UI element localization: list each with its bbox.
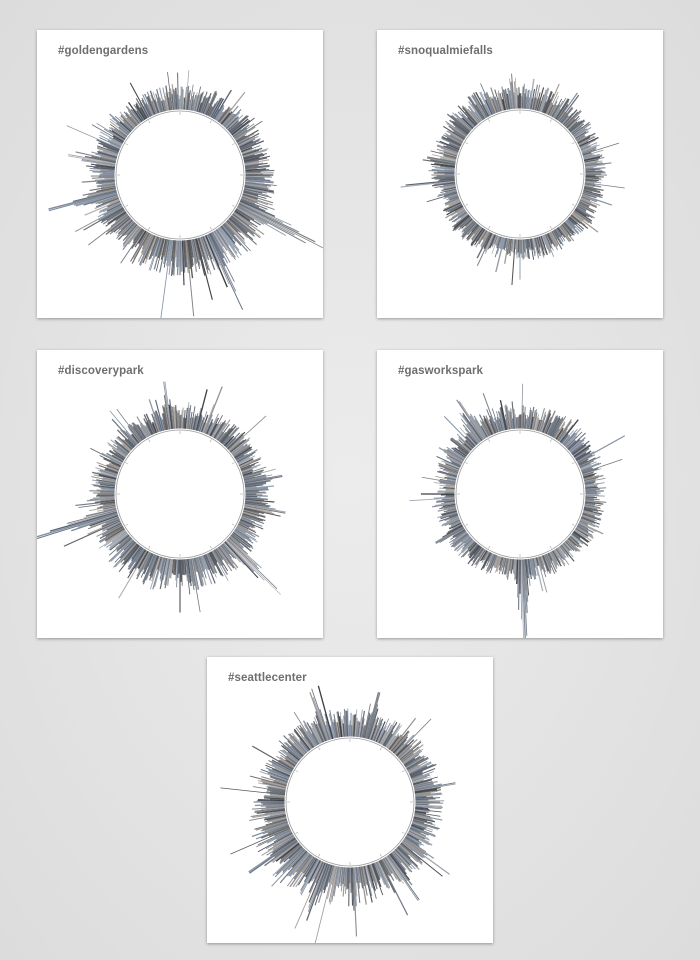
chart-card-discoverypark	[37, 350, 323, 638]
chart-card-snoqualmiefalls	[377, 30, 663, 318]
inner-circle	[456, 430, 584, 558]
radial-bar	[585, 498, 594, 499]
chart-card-gasworkspark	[377, 350, 663, 638]
radial-chart-seattlecenter	[207, 657, 493, 943]
inner-circle	[286, 738, 414, 866]
radial-chart-discoverypark	[37, 350, 323, 638]
chart-title: #discoverypark	[58, 365, 144, 377]
radial-bar	[585, 489, 599, 490]
chart-title: #gasworkspark	[398, 365, 484, 377]
radial-bar	[245, 173, 273, 174]
radial-chart-snoqualmiefalls	[377, 30, 663, 318]
chart-title: #seattlecenter	[228, 672, 307, 684]
chart-title: #snoqualmiefalls	[398, 45, 493, 57]
radial-bar	[182, 559, 183, 574]
chart-card-goldengardens	[37, 30, 323, 318]
radial-chart-gasworkspark	[377, 350, 663, 638]
radial-chart-goldengardens	[37, 30, 323, 318]
radial-bar	[519, 560, 520, 610]
chart-title: #goldengardens	[58, 45, 149, 57]
radial-bar	[182, 559, 183, 585]
radial-bar	[239, 204, 316, 242]
inner-circle	[116, 111, 244, 239]
inner-circle	[116, 430, 244, 558]
inner-circle	[456, 110, 584, 238]
chart-card-seattlecenter	[207, 657, 493, 943]
